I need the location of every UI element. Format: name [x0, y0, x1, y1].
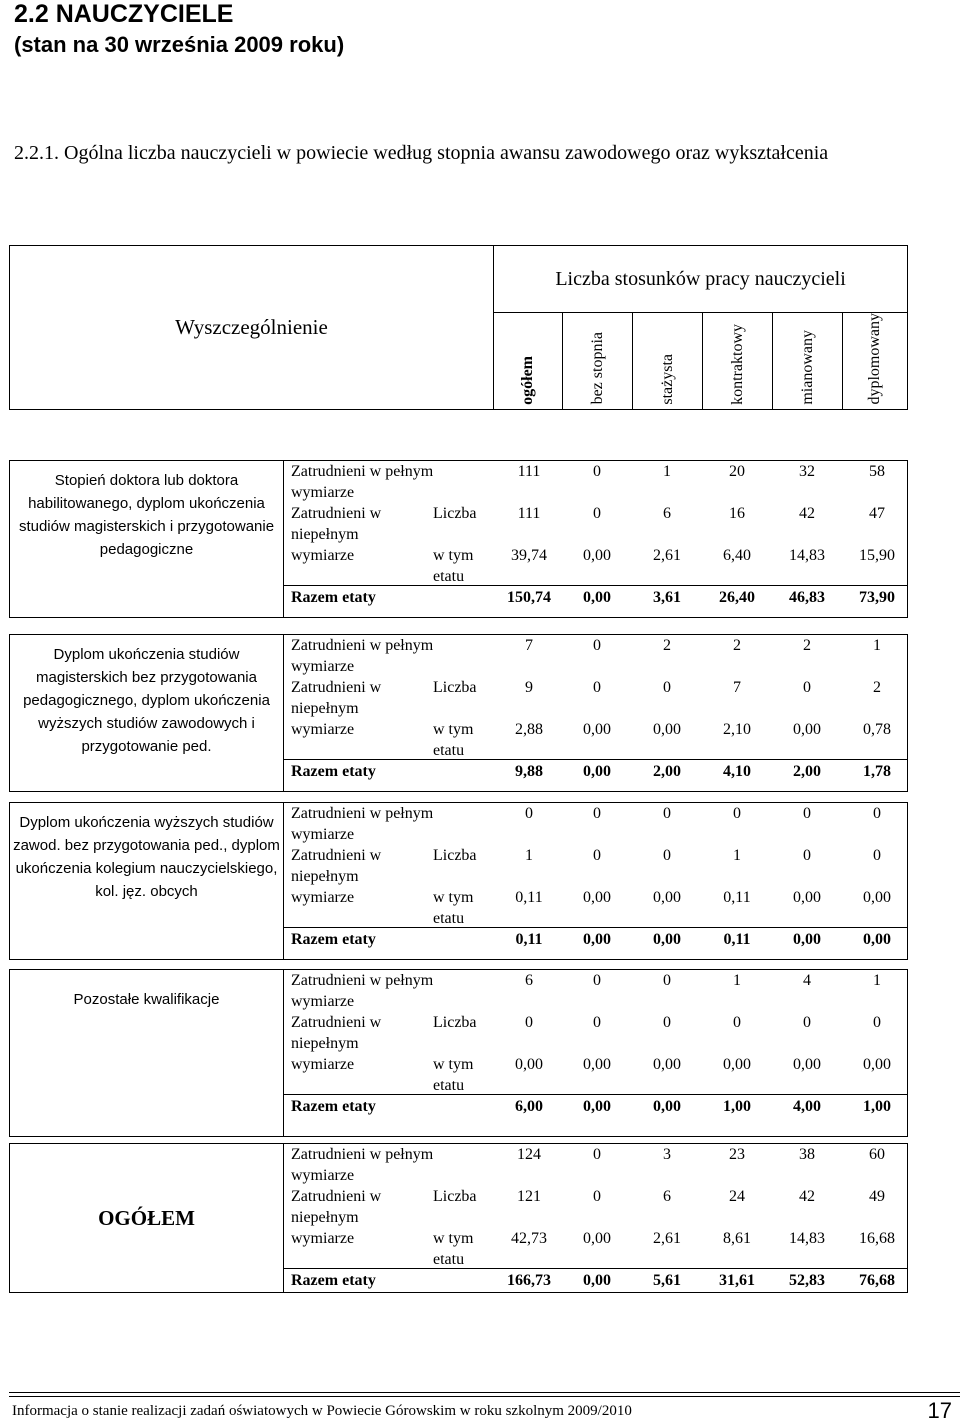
cell-liczba: 47 — [869, 505, 885, 522]
label-wtym: w tym etatu — [433, 721, 474, 759]
cell-wtym: 0,78 — [863, 721, 891, 738]
block-label: Dyplom ukończenia wyższych studiów zawod. bez przygotowania ped., dyplom ukończenia kolegium nauczycielskiego, kol. jęz. obcych — [10, 803, 284, 960]
cell-liczba: 0 — [803, 1014, 811, 1031]
cell-liczba: 0 — [873, 1014, 881, 1031]
label-niepelny: wymiarze — [291, 1230, 355, 1247]
cell-wtym: 0,00 — [653, 721, 681, 738]
label-niepelny: niepełnym — [291, 1209, 359, 1226]
header-wyszczegolnienie — [10, 246, 494, 410]
cell-liczba: 0 — [663, 1014, 671, 1031]
cell-wtym: 14,83 — [789, 547, 825, 564]
data-block — [9, 969, 908, 1137]
block-values — [284, 635, 907, 783]
cell-wtym: 16,68 — [859, 1230, 895, 1247]
razem-divider — [284, 585, 907, 586]
label-niepelny: niepełnym — [291, 868, 359, 885]
block-label: OGÓŁEM — [10, 1144, 284, 1293]
wyszczegolnienie-label: Wyszczególnienie — [175, 314, 328, 339]
razem-divider — [284, 1268, 907, 1269]
col-label: bez stopnia — [588, 332, 606, 405]
cell-wtym: 0,00 — [793, 721, 821, 738]
data-block — [9, 634, 908, 792]
cell-pelny: 1 — [733, 972, 741, 989]
cell-razem: 3,61 — [653, 589, 681, 606]
label-pelny: Zatrudnieni w pełnym wymiarze — [291, 637, 434, 675]
cell-razem: 1,00 — [863, 1098, 891, 1115]
cell-pelny: 0 — [733, 805, 741, 822]
col-label: ogółem — [519, 355, 537, 405]
cell-pelny: 38 — [799, 1146, 815, 1163]
cell-pelny: 0 — [593, 1146, 601, 1163]
block-label: Stopień doktora lub doktora habilitowanego, dyplom ukończenia studiów magisterskich i przygotowanie pedagogiczne — [10, 461, 284, 618]
cell-razem: 46,83 — [789, 589, 825, 606]
label-niepelny: wymiarze — [291, 1056, 355, 1073]
cell-liczba: 6 — [663, 1188, 671, 1205]
cell-razem: 0,00 — [583, 589, 611, 606]
cell-wtym: 39,74 — [511, 547, 547, 564]
cell-razem: 1,78 — [863, 763, 891, 780]
page-heading: 2.2 NAUCZYCIELE — [14, 0, 234, 28]
label-niepelny: Zatrudnieni w — [291, 505, 382, 522]
cell-razem: 2,00 — [793, 763, 821, 780]
col-label: kontraktowy — [728, 323, 746, 405]
cell-liczba: 7 — [733, 679, 741, 696]
col-bez-stopnia — [563, 313, 633, 410]
cell-wtym: 2,88 — [515, 721, 543, 738]
data-block — [9, 1143, 908, 1293]
cell-pelny: 0 — [593, 805, 601, 822]
col-label: dyplomowany — [866, 313, 884, 405]
cell-razem: 31,61 — [719, 1272, 755, 1289]
cell-pelny: 58 — [869, 463, 885, 480]
cell-wtym: 0,00 — [583, 1230, 611, 1247]
cell-wtym: 0,00 — [515, 1056, 543, 1073]
cell-razem: 2,00 — [653, 763, 681, 780]
label-niepelny: wymiarze — [291, 721, 355, 738]
cell-wtym: 42,73 — [511, 1230, 547, 1247]
cell-wtym: 2,61 — [653, 1230, 681, 1247]
cell-wtym: 6,40 — [723, 547, 751, 564]
cell-razem: 0,00 — [583, 763, 611, 780]
cell-liczba: 0 — [525, 1014, 533, 1031]
cell-razem: 0,00 — [583, 1098, 611, 1115]
cell-pelny: 0 — [593, 637, 601, 654]
section-title: 2.2.1. Ogólna liczba nauczycieli w powiecie według stopnia awansu zawodowego oraz wykształcenia — [14, 142, 829, 164]
cell-razem: 73,90 — [859, 589, 895, 606]
razem-divider — [284, 759, 907, 760]
cell-liczba: 0 — [593, 679, 601, 696]
cell-liczba: 49 — [869, 1188, 885, 1205]
cell-pelny: 2 — [733, 637, 741, 654]
label-liczba: Liczba — [433, 505, 477, 522]
cell-pelny: 32 — [799, 463, 815, 480]
col-stazysta — [633, 313, 703, 410]
label-niepelny: niepełnym — [291, 526, 359, 543]
cell-liczba: 0 — [593, 847, 601, 864]
label-razem: Razem etaty — [291, 763, 376, 780]
cell-liczba: 0 — [663, 679, 671, 696]
cell-razem: 0,00 — [793, 931, 821, 948]
col-dyplomowany — [843, 313, 908, 410]
razem-divider — [284, 1094, 907, 1095]
block-values — [284, 461, 907, 609]
cell-pelny: 0 — [525, 805, 533, 822]
cell-wtym: 0,00 — [863, 1056, 891, 1073]
cell-pelny: 0 — [593, 972, 601, 989]
cell-wtym: 2,61 — [653, 547, 681, 564]
label-razem: Razem etaty — [291, 1098, 376, 1115]
cell-wtym: 0,00 — [583, 889, 611, 906]
cell-pelny: 0 — [593, 463, 601, 480]
label-wtym: w tym etatu — [433, 547, 474, 585]
label-niepelny: wymiarze — [291, 547, 355, 564]
cell-razem: 9,88 — [515, 763, 543, 780]
label-liczba: Liczba — [433, 847, 477, 864]
cell-liczba: 16 — [729, 505, 745, 522]
cell-pelny: 1 — [873, 637, 881, 654]
cell-wtym: 0,11 — [723, 889, 751, 906]
cell-razem: 26,40 — [719, 589, 755, 606]
cell-pelny: 0 — [663, 805, 671, 822]
cell-liczba: 111 — [517, 505, 541, 522]
cell-liczba: 24 — [729, 1188, 745, 1205]
cell-liczba: 121 — [517, 1188, 541, 1205]
label-pelny: Zatrudnieni w pełnym wymiarze — [291, 805, 434, 843]
cell-razem: 0,00 — [583, 931, 611, 948]
label-wtym: w tym etatu — [433, 1056, 474, 1094]
label-pelny: Zatrudnieni w pełnym wymiarze — [291, 1146, 434, 1184]
label-wtym: w tym etatu — [433, 1230, 474, 1268]
cell-razem: 0,11 — [723, 931, 751, 948]
cell-liczba: 2 — [873, 679, 881, 696]
cell-wtym: 0,00 — [653, 1056, 681, 1073]
razem-divider — [284, 927, 907, 928]
cell-razem: 5,61 — [653, 1272, 681, 1289]
cell-pelny: 7 — [525, 637, 533, 654]
cell-pelny: 20 — [729, 463, 745, 480]
block-values — [284, 803, 907, 951]
cell-pelny: 0 — [663, 972, 671, 989]
label-liczba: Liczba — [433, 1188, 477, 1205]
cell-liczba: 0 — [803, 847, 811, 864]
cell-pelny: 1 — [873, 972, 881, 989]
label-niepelny: Zatrudnieni w — [291, 679, 382, 696]
cell-pelny: 1 — [663, 463, 671, 480]
col-label: mianowany — [798, 329, 816, 405]
footer-divider — [9, 1392, 960, 1397]
cell-razem: 150,74 — [507, 589, 551, 606]
cell-wtym: 0,00 — [583, 1056, 611, 1073]
col-kontraktowy — [703, 313, 773, 410]
page-number: 17 — [927, 1398, 952, 1423]
cell-wtym: 0,11 — [515, 889, 543, 906]
cell-liczba: 1 — [525, 847, 533, 864]
block-label: Pozostałe kwalifikacje — [10, 970, 284, 1137]
cell-liczba: 6 — [663, 505, 671, 522]
cell-pelny: 124 — [517, 1146, 541, 1163]
page-subheading: (stan na 30 września 2009 roku) — [14, 32, 345, 57]
cell-razem: 0,00 — [653, 1098, 681, 1115]
col-label: stażysta — [658, 353, 676, 405]
cell-wtym: 8,61 — [723, 1230, 751, 1247]
block-values — [284, 1144, 907, 1292]
cell-wtym: 2,10 — [723, 721, 751, 738]
block-label: Dyplom ukończenia studiów magisterskich bez przygotowania pedagogicznego, dyplom ukończenia wyższych studiów zawodowych i przygotowanie ped. — [10, 635, 284, 792]
liczba-label: Liczba stosunków pracy nauczycieli — [555, 267, 846, 290]
cell-liczba: 9 — [525, 679, 533, 696]
cell-pelny: 2 — [663, 637, 671, 654]
label-niepelny: wymiarze — [291, 889, 355, 906]
col-ogolem — [494, 313, 563, 410]
cell-liczba: 0 — [733, 1014, 741, 1031]
cell-liczba: 0 — [803, 679, 811, 696]
cell-wtym: 0,00 — [793, 889, 821, 906]
cell-pelny: 23 — [729, 1146, 745, 1163]
label-razem: Razem etaty — [291, 589, 376, 606]
label-wtym: w tym etatu — [433, 889, 474, 927]
col-mianowany — [773, 313, 843, 410]
cell-pelny: 4 — [803, 972, 811, 989]
cell-razem: 76,68 — [859, 1272, 895, 1289]
label-liczba: Liczba — [433, 1014, 477, 1031]
data-block — [9, 460, 908, 618]
cell-razem: 52,83 — [789, 1272, 825, 1289]
cell-razem: 0,00 — [653, 931, 681, 948]
cell-liczba: 1 — [733, 847, 741, 864]
cell-liczba: 0 — [593, 1188, 601, 1205]
cell-liczba: 0 — [873, 847, 881, 864]
cell-pelny: 2 — [803, 637, 811, 654]
cell-pelny: 0 — [803, 805, 811, 822]
cell-razem: 0,00 — [863, 931, 891, 948]
cell-razem: 0,00 — [583, 1272, 611, 1289]
cell-wtym: 14,83 — [789, 1230, 825, 1247]
cell-pelny: 3 — [663, 1146, 671, 1163]
cell-pelny: 111 — [517, 463, 541, 480]
cell-razem: 4,00 — [793, 1098, 821, 1115]
cell-pelny: 6 — [525, 972, 533, 989]
label-pelny: Zatrudnieni w pełnym wymiarze — [291, 972, 434, 1010]
label-niepelny: Zatrudnieni w — [291, 1188, 382, 1205]
footer-text: Informacja o stanie realizacji zadań oświatowych w Powiecie Górowskim w roku szkolnym 2009/2010 — [12, 1403, 632, 1419]
cell-wtym: 0,00 — [583, 721, 611, 738]
cell-pelny: 0 — [873, 805, 881, 822]
cell-wtym: 0,00 — [653, 889, 681, 906]
cell-wtym: 0,00 — [583, 547, 611, 564]
label-liczba: Liczba — [433, 679, 477, 696]
cell-pelny: 60 — [869, 1146, 885, 1163]
block-values — [284, 970, 907, 1118]
cell-liczba: 0 — [663, 847, 671, 864]
cell-razem: 166,73 — [507, 1272, 551, 1289]
header-liczba — [494, 246, 908, 313]
cell-razem: 4,10 — [723, 763, 751, 780]
label-pelny: Zatrudnieni w pełnym wymiarze — [291, 463, 434, 501]
label-niepelny: Zatrudnieni w — [291, 847, 382, 864]
cell-razem: 0,11 — [515, 931, 543, 948]
label-razem: Razem etaty — [291, 1272, 376, 1289]
cell-razem: 1,00 — [723, 1098, 751, 1115]
table-header — [9, 245, 908, 410]
cell-wtym: 15,90 — [859, 547, 895, 564]
cell-liczba: 0 — [593, 1014, 601, 1031]
label-niepelny: Zatrudnieni w — [291, 1014, 382, 1031]
label-niepelny: niepełnym — [291, 700, 359, 717]
label-razem: Razem etaty — [291, 931, 376, 948]
cell-wtym: 0,00 — [793, 1056, 821, 1073]
cell-liczba: 42 — [799, 1188, 815, 1205]
cell-liczba: 42 — [799, 505, 815, 522]
cell-razem: 6,00 — [515, 1098, 543, 1115]
data-block — [9, 802, 908, 960]
cell-wtym: 0,00 — [863, 889, 891, 906]
label-niepelny: niepełnym — [291, 1035, 359, 1052]
cell-liczba: 0 — [593, 505, 601, 522]
cell-wtym: 0,00 — [723, 1056, 751, 1073]
